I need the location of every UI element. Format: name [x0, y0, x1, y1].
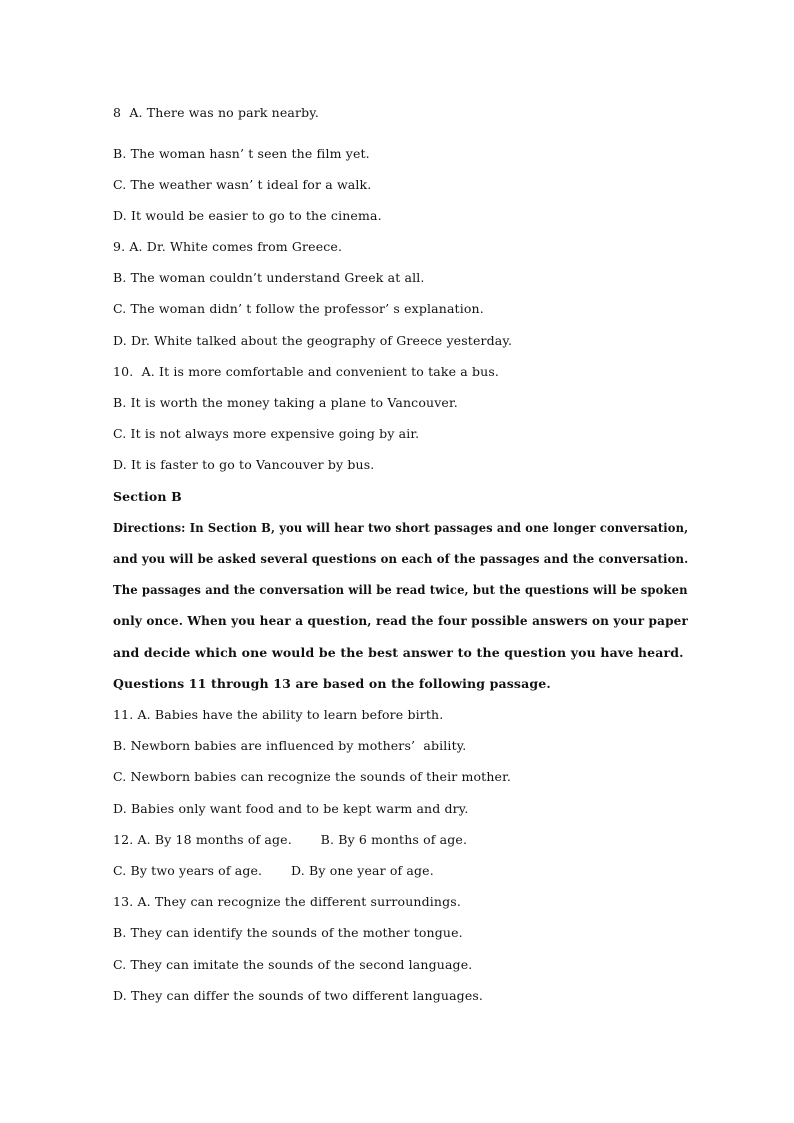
section-heading: Section B [113, 489, 182, 504]
question-9-option-d: D. Dr. White talked about the geography of Greece yesterday. [113, 333, 513, 348]
question-8-option-d: D. It would be easier to go to the cinema. [113, 208, 382, 223]
passage-intro: Questions 11 through 13 are based on the following passage. [113, 676, 551, 691]
directions-line-4: only once. When you hear a question, read the four possible answers on your paper [113, 613, 688, 628]
question-10-option-b: B. It is worth the money taking a plane to Vancouver. [113, 395, 458, 410]
question-12-options-ab: 12. A. By 18 months of age. B. By 6 months of age. [113, 832, 468, 847]
question-8-option-c: C. The weather wasn’ t ideal for a walk. [113, 177, 372, 192]
question-10-option-a: 10. A. It is more comfortable and convenient to take a bus. [113, 364, 500, 379]
question-13-option-c: C. They can imitate the sounds of the second language. [113, 957, 473, 972]
question-10-option-d: D. It is faster to go to Vancouver by bus. [113, 457, 375, 472]
directions-line-5: and decide which one would be the best answer to the question you have heard. [113, 645, 684, 660]
directions-line-1: Directions: In Section B, you will hear two short passages and one longer conversation, [113, 520, 689, 535]
question-9-option-c: C. The woman didn’ t follow the professor’ s explanation. [113, 301, 484, 316]
question-10-option-c: C. It is not always more expensive going by air. [113, 426, 420, 441]
question-13-option-d: D. They can differ the sounds of two different languages. [113, 988, 484, 1003]
question-11-option-d: D. Babies only want food and to be kept warm and dry. [113, 801, 469, 816]
question-11-option-c: C. Newborn babies can recognize the sounds of their mother. [113, 769, 511, 784]
question-8-option-a: 8 A. There was no park nearby. [113, 105, 319, 120]
question-9-option-a: 9. A. Dr. White comes from Greece. [113, 239, 343, 254]
question-13-option-a: 13. A. They can recognize the different surroundings. [113, 894, 461, 909]
question-12-options-cd: C. By two years of age. D. By one year of age. [113, 863, 434, 878]
question-11-option-a: 11. A. Babies have the ability to learn before birth. [113, 707, 444, 722]
question-9-option-b: B. The woman couldn’t understand Greek at all. [113, 270, 425, 285]
question-11-option-b: B. Newborn babies are influenced by mothers’ ability. [113, 738, 467, 753]
question-8-option-b: B. The woman hasn’ t seen the film yet. [113, 146, 370, 161]
question-13-option-b: B. They can identify the sounds of the mother tongue. [113, 925, 463, 940]
directions-line-2: and you will be asked several questions on each of the passages and the conversation. [113, 551, 689, 566]
directions-line-3: The passages and the conversation will be read twice, but the questions will be spoken [113, 582, 688, 597]
